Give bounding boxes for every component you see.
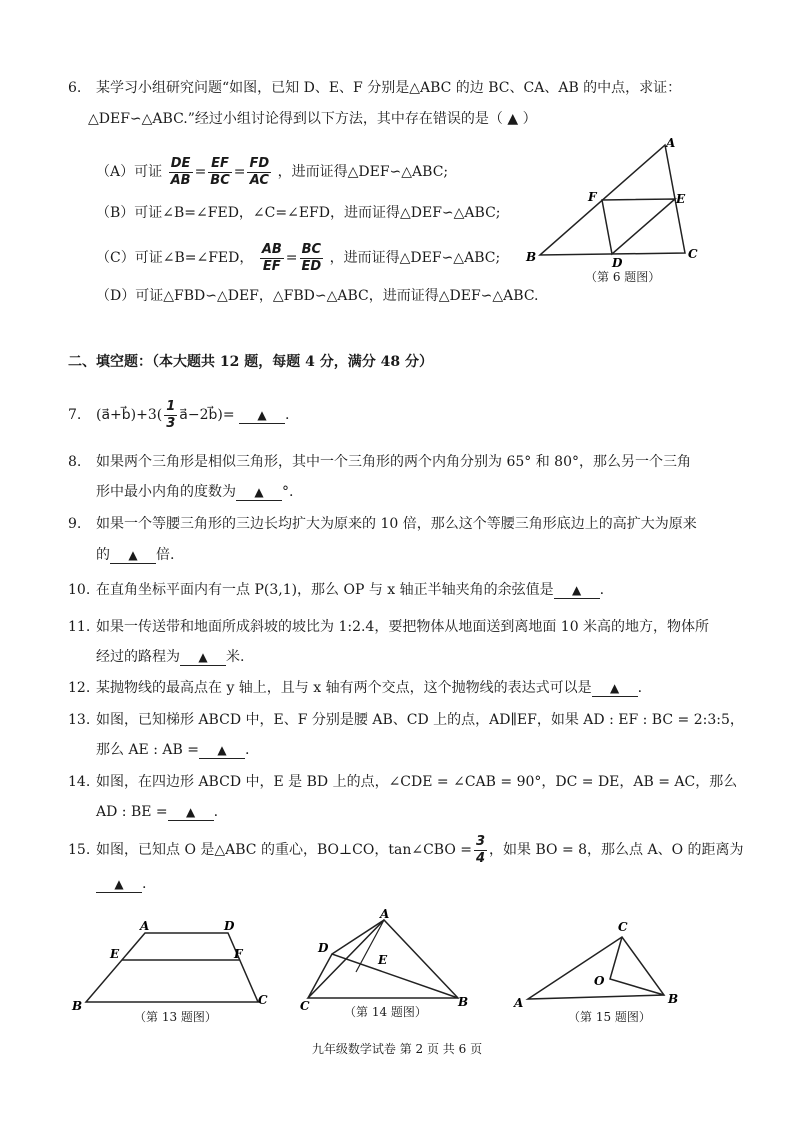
q8-text3: °.	[282, 484, 294, 500]
figure-15-caption: （第 15 题图）	[568, 1010, 651, 1024]
label-c: C	[300, 999, 310, 1013]
section-2-title: 二、填空题：（本大题共 12 题，每题 4 分，满分 48 分）	[68, 354, 433, 370]
q8-answer-blank[interactable]: ▲	[236, 484, 282, 501]
q6-option-d: （D）可证△FBD∽△DEF，△FBD∽△ABC，进而证得△DEF∽△ABC.	[96, 288, 539, 304]
q13-text3: .	[244, 742, 250, 758]
q6-option-b: （B）可证∠B=∠FED，∠C=∠EFD，进而证得△DEF∽△ABC;	[96, 205, 501, 221]
label-d: D	[318, 941, 329, 955]
label-f: F	[234, 947, 243, 961]
frac-denominator: AC	[249, 172, 269, 188]
q14-answer-blank[interactable]: ▲	[168, 804, 214, 821]
q10-number: 10.	[68, 582, 91, 598]
frac-denominator: EF	[262, 258, 281, 274]
q6-option-a: （A）可证 $\frac{DE}{AB}$ = $\frac{EF}{BC}$ = $\frac{FD}{AC}$ ，进而证得△DEF∽△ABC;	[96, 155, 449, 188]
q15-text1: 如图，已知点 O 是△ABC 的重心，BO⊥CO，tan∠CBO =	[96, 842, 472, 858]
q7-frac	[164, 399, 177, 432]
q6-option-a-frac1	[169, 156, 193, 189]
q7-lparen: (	[156, 407, 163, 423]
label-a: A	[514, 996, 524, 1010]
label-d: D	[224, 919, 235, 933]
q11-text3: 米.	[226, 649, 245, 665]
frac-numerator: 1	[166, 398, 176, 414]
q10	[68, 580, 604, 600]
q13-text1: 如图，已知梯形 ABCD 中，E、F 分别是腰 AB、CD 上的点，AD∥EF，如果 AD : EF : BC = 2:3:5，	[96, 712, 744, 728]
q8-line1	[68, 452, 691, 472]
figure-13	[70, 918, 280, 1018]
q6-option-a-frac3	[247, 156, 271, 189]
frac-numerator: EF	[208, 156, 231, 173]
q15-line1	[68, 830, 744, 870]
q6-option-a-frac2	[208, 156, 231, 189]
q15-frac	[474, 834, 487, 867]
frac-numerator: 3	[475, 833, 486, 849]
label-f: F	[588, 190, 597, 204]
q7-number: 7.	[68, 407, 82, 423]
q6-option-a-suffix: ，进而证得△DEF∽△ABC;	[277, 164, 449, 180]
label-o: O	[594, 974, 605, 988]
frac-numerator: AB	[261, 241, 282, 257]
q7-end: .	[285, 407, 290, 423]
q14-line1	[68, 772, 737, 792]
q9-text1: 如果一个等腰三角形的三边长均扩大为原来的 10 倍，那么这个等腰三角形底边上的高扩大为原来	[96, 516, 697, 532]
q12-text: 某抛物线的最高点在 y 轴上，且与 x 轴有两个交点，这个抛物线的表达式可以是	[96, 680, 592, 696]
q7	[68, 395, 289, 435]
q12	[68, 678, 642, 698]
q7-expr-right: a⃗−2b⃗)=	[179, 407, 235, 423]
q10-answer-blank[interactable]: ▲	[554, 582, 600, 599]
q11-text1: 如果一传送带和地面所成斜坡的坡比为 1:2.4，要把物体从地面送到离地面 10 米高的地方，物体所	[96, 619, 710, 635]
q12-number: 12.	[68, 680, 91, 696]
trapezoid-abcd	[86, 933, 258, 1002]
q13-number: 13.	[68, 712, 91, 728]
q6-option-c-frac2	[300, 242, 324, 275]
q13-answer-blank[interactable]: ▲	[199, 742, 245, 759]
q11-line2	[96, 647, 244, 667]
q13-line2	[96, 740, 249, 760]
q6-stem-line1	[68, 78, 681, 98]
q11-line1	[68, 617, 709, 637]
frac-denominator: 4	[475, 850, 486, 866]
q14-text3: .	[213, 804, 219, 820]
q9-number: 9.	[68, 516, 82, 532]
frac-numerator: BC	[300, 242, 324, 259]
label-e: E	[110, 947, 120, 961]
label-a: A	[380, 907, 390, 921]
q6-number: 6.	[68, 80, 82, 96]
q9-line2	[96, 545, 174, 565]
label-d: D	[612, 256, 623, 270]
label-b: B	[458, 995, 469, 1009]
q15-text3: .	[142, 876, 147, 892]
q9-text3: 倍.	[156, 547, 175, 563]
label-a: A	[666, 136, 676, 150]
frac-numerator: FD	[249, 155, 270, 171]
label-b: B	[526, 250, 537, 264]
page-footer: 九年级数学试卷 第 2 页 共 6 页	[311, 1042, 483, 1056]
q10-end: .	[599, 582, 605, 598]
figure-14	[296, 906, 486, 1016]
q9-text2: 的	[96, 547, 110, 563]
q7-expr-left: (a⃗+b⃗)+3	[96, 407, 157, 423]
label-c: C	[258, 993, 268, 1007]
label-a: A	[140, 919, 150, 933]
q14-number: 14.	[68, 774, 91, 790]
triangle-def	[602, 199, 675, 254]
figure-6	[520, 135, 710, 285]
q6-option-c-suffix: ，进而证得△DEF∽△ABC;	[329, 250, 501, 266]
figure-13-caption: （第 13 题图）	[134, 1010, 217, 1024]
q8-text1: 如果两个三角形是相似三角形，其中一个三角形的两个内角分别为 65° 和 80°，那么另一个三角	[96, 454, 691, 470]
segments-co-ob	[610, 937, 664, 995]
q6-option-a-prefix: （A）可证	[96, 164, 163, 180]
q12-answer-blank[interactable]: ▲	[592, 680, 638, 697]
q7-answer-blank[interactable]: ▲	[239, 407, 285, 424]
frac-denominator: 3	[166, 415, 176, 431]
q13-line1	[68, 710, 744, 730]
label-b: B	[72, 999, 83, 1013]
q15-answer-blank[interactable]: ▲	[96, 876, 142, 893]
q9-answer-blank[interactable]: ▲	[110, 547, 156, 564]
q8-line2	[96, 482, 293, 502]
label-e: E	[676, 192, 686, 206]
figure-6-caption: （第 6 题图）	[585, 270, 661, 284]
q11-answer-blank[interactable]: ▲	[180, 649, 226, 666]
q11-number: 11.	[68, 619, 91, 635]
q14-line2	[96, 802, 218, 822]
figure-14-caption: （第 14 题图）	[344, 1005, 427, 1019]
figure-15	[508, 915, 698, 1015]
q10-text: 在直角坐标平面内有一点 P(3,1)，那么 OP 与 x 轴正半轴夹角的余弦值是	[96, 582, 554, 598]
q9-line1	[68, 514, 697, 534]
segment-ad	[332, 920, 384, 954]
q11-text2: 经过的路程为	[96, 649, 180, 665]
q15-text2: ，如果 BO = 8，那么点 A、O 的距离为	[489, 842, 744, 858]
q6-stem-line2: △DEF∽△ABC.”经过小组讨论得到以下方法，其中存在错误的是（ ▲ ）	[88, 111, 537, 127]
q6-stem-text1: 某学习小组研究问题“如图，已知 D、E、F 分别是△ABC 的边 BC、CA、AB 的中点，求证：	[96, 80, 682, 96]
label-b: B	[668, 992, 679, 1006]
label-e: E	[378, 953, 388, 967]
q13-text2: 那么 AE : AB =	[96, 742, 199, 758]
frac-denominator: ED	[301, 258, 322, 274]
q12-end: .	[637, 680, 643, 696]
segment-ac	[308, 920, 384, 998]
label-c: C	[688, 247, 698, 261]
q14-text2: AD : BE =	[96, 804, 168, 820]
frac-numerator: DE	[169, 156, 193, 173]
label-c: C	[618, 920, 628, 934]
frac-denominator: BC	[210, 172, 230, 188]
q15-line2	[96, 874, 146, 894]
q6-option-c: （C）可证∠B=∠FED， $\frac{AB}{EF}$ = $\frac{BC}{ED}$ ，进而证得△DEF∽△ABC;	[96, 241, 501, 274]
q14-text1: 如图，在四边形 ABCD 中，E 是 BD 上的点，∠CDE = ∠CAB = 90°，DC = DE，AB = AC，那么	[96, 774, 738, 790]
q6-option-c-prefix: （C）可证∠B=∠FED，	[96, 250, 254, 266]
q15-number: 15.	[68, 842, 91, 858]
q6-option-c-frac1	[260, 242, 284, 275]
frac-denominator: AB	[170, 172, 191, 188]
q8-number: 8.	[68, 454, 82, 470]
q8-text2: 形中最小内角的度数为	[96, 484, 236, 500]
